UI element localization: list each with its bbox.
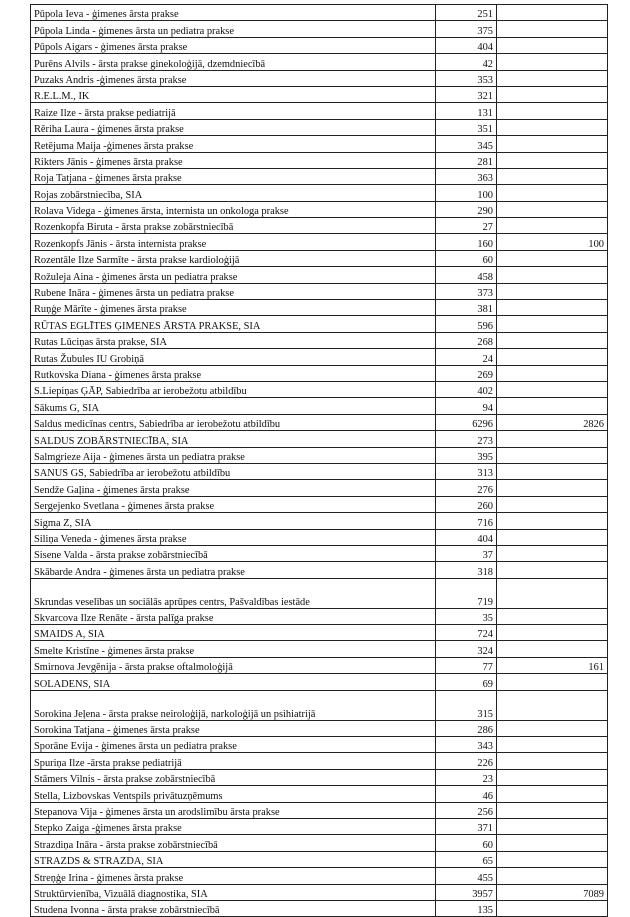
row-value-cell: 35 bbox=[436, 608, 497, 624]
table-row bbox=[31, 414, 608, 430]
row-extra-value-cell bbox=[497, 818, 608, 834]
row-name-cell: Smirnova Jevgēnija - ārsta prakse oftalmoloģijā bbox=[31, 657, 436, 673]
row-extra-value-cell bbox=[497, 463, 608, 479]
table-row bbox=[31, 737, 608, 753]
table-row bbox=[31, 185, 608, 201]
table-row bbox=[31, 152, 608, 168]
row-value-cell: 135 bbox=[436, 900, 497, 916]
table-row bbox=[31, 431, 608, 447]
table-row bbox=[31, 690, 608, 720]
table-row bbox=[31, 267, 608, 283]
row-name-cell: Retējuma Maija -ģimenes ārsta prakse bbox=[31, 136, 436, 152]
row-extra-value-cell bbox=[497, 835, 608, 851]
row-extra-value-cell bbox=[497, 737, 608, 753]
row-name-cell: Streņģe Irina - ģimenes ārsta prakse bbox=[31, 868, 436, 884]
row-name-cell: Rozentāle Ilze Sarmīte - ārsta prakse kardioloģijā bbox=[31, 250, 436, 266]
row-name-cell: Raize Ilze - ārsta prakse pediatrijā bbox=[31, 103, 436, 119]
row-extra-value-cell bbox=[497, 54, 608, 70]
table-row bbox=[31, 70, 608, 86]
row-extra-value-cell: 100 bbox=[497, 234, 608, 250]
row-extra-value-cell bbox=[497, 136, 608, 152]
row-value-cell: 160 bbox=[436, 234, 497, 250]
row-name-cell: SANUS GS, Sabiedrība ar ierobežotu atbildību bbox=[31, 463, 436, 479]
row-name-cell: Stella, Lizbovskas Ventspils privātuzņēmums bbox=[31, 786, 436, 802]
table-row bbox=[31, 608, 608, 624]
table-row bbox=[31, 529, 608, 545]
row-value-cell: 65 bbox=[436, 851, 497, 867]
row-extra-value-cell bbox=[497, 70, 608, 86]
row-value-cell: 256 bbox=[436, 802, 497, 818]
row-extra-value-cell bbox=[497, 496, 608, 512]
table-row bbox=[31, 365, 608, 381]
table-row bbox=[31, 835, 608, 851]
row-value-cell: 260 bbox=[436, 496, 497, 512]
table-row bbox=[31, 447, 608, 463]
row-name-cell: Sorokina Jeļena - ārsta prakse neiroloģijā, narkoloģijā un psihiatrijā bbox=[31, 690, 436, 720]
row-value-cell: 373 bbox=[436, 283, 497, 299]
row-extra-value-cell bbox=[497, 152, 608, 168]
row-extra-value-cell bbox=[497, 21, 608, 37]
row-value-cell: 455 bbox=[436, 868, 497, 884]
row-name-cell: Rolava Videga - ģimenes ārsta, internista un onkologa prakse bbox=[31, 201, 436, 217]
row-extra-value-cell bbox=[497, 250, 608, 266]
row-value-cell: 60 bbox=[436, 835, 497, 851]
row-name-cell: Pūpols Aigars - ģimenes ārsta prakse bbox=[31, 37, 436, 53]
row-value-cell: 131 bbox=[436, 103, 497, 119]
row-name-cell: Sigma Z, SIA bbox=[31, 513, 436, 529]
table-row bbox=[31, 641, 608, 657]
row-extra-value-cell bbox=[497, 447, 608, 463]
row-extra-value-cell: 7089 bbox=[497, 884, 608, 900]
row-name-cell: Skrundas veselības un sociālās aprūpes centrs, Pašvaldības iestāde bbox=[31, 578, 436, 608]
row-extra-value-cell bbox=[497, 267, 608, 283]
row-name-cell: Skābarde Andra - ģimenes ārsta un pediatra prakse bbox=[31, 562, 436, 578]
row-value-cell: 273 bbox=[436, 431, 497, 447]
table-row bbox=[31, 168, 608, 184]
row-value-cell: 375 bbox=[436, 21, 497, 37]
table-row bbox=[31, 5, 608, 21]
row-extra-value-cell bbox=[497, 365, 608, 381]
table-row bbox=[31, 545, 608, 561]
row-value-cell: 268 bbox=[436, 332, 497, 348]
table-row bbox=[31, 578, 608, 608]
table-row bbox=[31, 103, 608, 119]
row-value-cell: 324 bbox=[436, 641, 497, 657]
table-row bbox=[31, 884, 608, 900]
row-name-cell: Stāmers Vilnis - ārsta prakse zobārstniecībā bbox=[31, 769, 436, 785]
row-name-cell: Siliņa Veneda - ģimenes ārsta prakse bbox=[31, 529, 436, 545]
row-value-cell: 402 bbox=[436, 381, 497, 397]
data-table bbox=[30, 4, 608, 917]
row-value-cell: 345 bbox=[436, 136, 497, 152]
row-name-cell: Pūpola Linda - ģimenes ārsta un pediatra prakse bbox=[31, 21, 436, 37]
row-value-cell: 343 bbox=[436, 737, 497, 753]
row-name-cell: Studena Ivonna - ārsta prakse zobārstniecībā bbox=[31, 900, 436, 916]
row-value-cell: 724 bbox=[436, 625, 497, 641]
row-name-cell: Purēns Alvils - ārsta prakse ginekoloģijā, dzemdniecībā bbox=[31, 54, 436, 70]
row-extra-value-cell bbox=[497, 769, 608, 785]
table-row bbox=[31, 283, 608, 299]
table-row bbox=[31, 332, 608, 348]
table-row bbox=[31, 786, 608, 802]
table-row bbox=[31, 802, 608, 818]
row-value-cell: 3957 bbox=[436, 884, 497, 900]
row-value-cell: 46 bbox=[436, 786, 497, 802]
table-row bbox=[31, 513, 608, 529]
row-name-cell: Spuriņa Ilze -ārsta prakse pediatrijā bbox=[31, 753, 436, 769]
row-value-cell: 458 bbox=[436, 267, 497, 283]
row-value-cell: 596 bbox=[436, 316, 497, 332]
table-row bbox=[31, 625, 608, 641]
row-value-cell: 286 bbox=[436, 720, 497, 736]
row-value-cell: 269 bbox=[436, 365, 497, 381]
table-row bbox=[31, 769, 608, 785]
row-value-cell: 226 bbox=[436, 753, 497, 769]
row-value-cell: 281 bbox=[436, 152, 497, 168]
table-row bbox=[31, 86, 608, 102]
row-extra-value-cell bbox=[497, 5, 608, 21]
row-name-cell: Sporāne Evija - ģimenes ārsta un pediatra prakse bbox=[31, 737, 436, 753]
row-name-cell: SOLADENS, SIA bbox=[31, 674, 436, 690]
row-value-cell: 381 bbox=[436, 300, 497, 316]
row-value-cell: 719 bbox=[436, 578, 497, 608]
row-name-cell: Smelte Kristīne - ģimenes ārsta prakse bbox=[31, 641, 436, 657]
table-row bbox=[31, 218, 608, 234]
row-name-cell: Rojas zobārstniecība, SIA bbox=[31, 185, 436, 201]
row-extra-value-cell bbox=[497, 529, 608, 545]
row-name-cell: Sākums G, SIA bbox=[31, 398, 436, 414]
row-extra-value-cell bbox=[497, 578, 608, 608]
row-extra-value-cell bbox=[497, 332, 608, 348]
row-name-cell: Struktūrvienība, Vizuālā diagnostika, SIA bbox=[31, 884, 436, 900]
table-row bbox=[31, 21, 608, 37]
row-value-cell: 24 bbox=[436, 349, 497, 365]
row-value-cell: 251 bbox=[436, 5, 497, 21]
row-name-cell: S.Liepiņas ĢĀP, Sabiedrība ar ierobežotu atbildību bbox=[31, 381, 436, 397]
row-extra-value-cell bbox=[497, 720, 608, 736]
row-value-cell: 290 bbox=[436, 201, 497, 217]
row-extra-value-cell bbox=[497, 625, 608, 641]
row-value-cell: 69 bbox=[436, 674, 497, 690]
table-row bbox=[31, 753, 608, 769]
row-extra-value-cell bbox=[497, 851, 608, 867]
row-name-cell: Sisene Valda - ārsta prakse zobārstniecībā bbox=[31, 545, 436, 561]
table-row bbox=[31, 54, 608, 70]
row-extra-value-cell bbox=[497, 513, 608, 529]
row-name-cell: RŪTAS EGLĪTES ĢIMENES ĀRSTA PRAKSE, SIA bbox=[31, 316, 436, 332]
row-name-cell: Stepanova Vija - ģimenes ārsta un arodslimību ārsta prakse bbox=[31, 802, 436, 818]
row-name-cell: Rikters Jānis - ģimenes ārsta prakse bbox=[31, 152, 436, 168]
row-extra-value-cell bbox=[497, 802, 608, 818]
row-name-cell: Rozenkopfs Jānis - ārsta internista prakse bbox=[31, 234, 436, 250]
row-name-cell: Stepko Zaiga -ģimenes ārsta prakse bbox=[31, 818, 436, 834]
table-row bbox=[31, 300, 608, 316]
row-extra-value-cell bbox=[497, 316, 608, 332]
row-name-cell: Rozenkopfa Biruta - ārsta prakse zobārstniecībā bbox=[31, 218, 436, 234]
row-extra-value-cell bbox=[497, 168, 608, 184]
row-extra-value-cell bbox=[497, 608, 608, 624]
row-value-cell: 353 bbox=[436, 70, 497, 86]
row-value-cell: 276 bbox=[436, 480, 497, 496]
row-value-cell: 27 bbox=[436, 218, 497, 234]
row-name-cell: Ruņģe Mārīte - ģimenes ārsta prakse bbox=[31, 300, 436, 316]
table-row bbox=[31, 349, 608, 365]
row-value-cell: 315 bbox=[436, 690, 497, 720]
table-row bbox=[31, 496, 608, 512]
row-extra-value-cell bbox=[497, 674, 608, 690]
row-extra-value-cell bbox=[497, 103, 608, 119]
row-extra-value-cell bbox=[497, 86, 608, 102]
row-value-cell: 60 bbox=[436, 250, 497, 266]
row-extra-value-cell bbox=[497, 900, 608, 916]
row-value-cell: 23 bbox=[436, 769, 497, 785]
row-value-cell: 371 bbox=[436, 818, 497, 834]
row-name-cell: R.E.L.M., IK bbox=[31, 86, 436, 102]
row-extra-value-cell bbox=[497, 480, 608, 496]
row-extra-value-cell bbox=[497, 641, 608, 657]
row-name-cell: Pūpola Ieva - ģimenes ārsta prakse bbox=[31, 5, 436, 21]
row-value-cell: 363 bbox=[436, 168, 497, 184]
row-name-cell: Rutas Žubules IU Grobiņā bbox=[31, 349, 436, 365]
row-value-cell: 351 bbox=[436, 119, 497, 135]
row-name-cell: SALDUS ZOBĀRSTNIECĪBA, SIA bbox=[31, 431, 436, 447]
table-row bbox=[31, 398, 608, 414]
table-row bbox=[31, 37, 608, 53]
row-extra-value-cell bbox=[497, 283, 608, 299]
table-row bbox=[31, 674, 608, 690]
row-name-cell: Rožuleja Aina - ģimenes ārsta un pediatra prakse bbox=[31, 267, 436, 283]
table-row bbox=[31, 562, 608, 578]
row-extra-value-cell: 2826 bbox=[497, 414, 608, 430]
table-row bbox=[31, 136, 608, 152]
table-row bbox=[31, 657, 608, 673]
row-extra-value-cell bbox=[497, 349, 608, 365]
row-value-cell: 42 bbox=[436, 54, 497, 70]
row-name-cell: Sergejenko Svetlana - ģimenes ārsta prakse bbox=[31, 496, 436, 512]
row-name-cell: Skvarcova Ilze Renāte - ārsta palīga prakse bbox=[31, 608, 436, 624]
row-extra-value-cell bbox=[497, 690, 608, 720]
row-name-cell: Roja Tatjana - ģimenes ārsta prakse bbox=[31, 168, 436, 184]
table-row bbox=[31, 480, 608, 496]
row-extra-value-cell bbox=[497, 119, 608, 135]
row-value-cell: 6296 bbox=[436, 414, 497, 430]
row-extra-value-cell bbox=[497, 185, 608, 201]
row-value-cell: 404 bbox=[436, 37, 497, 53]
row-value-cell: 318 bbox=[436, 562, 497, 578]
row-extra-value-cell bbox=[497, 218, 608, 234]
row-value-cell: 395 bbox=[436, 447, 497, 463]
table-row bbox=[31, 463, 608, 479]
table-row bbox=[31, 201, 608, 217]
row-value-cell: 37 bbox=[436, 545, 497, 561]
row-value-cell: 716 bbox=[436, 513, 497, 529]
row-extra-value-cell bbox=[497, 300, 608, 316]
row-extra-value-cell bbox=[497, 868, 608, 884]
row-extra-value-cell bbox=[497, 431, 608, 447]
table-row bbox=[31, 119, 608, 135]
row-name-cell: Rēriha Laura - ģimenes ārsta prakse bbox=[31, 119, 436, 135]
row-name-cell: SMAIDS A, SIA bbox=[31, 625, 436, 641]
row-value-cell: 77 bbox=[436, 657, 497, 673]
row-name-cell: Rubene Ināra - ģimenes ārsta un pediatra prakse bbox=[31, 283, 436, 299]
table-row bbox=[31, 868, 608, 884]
row-value-cell: 404 bbox=[436, 529, 497, 545]
table-row bbox=[31, 250, 608, 266]
row-extra-value-cell bbox=[497, 201, 608, 217]
row-extra-value-cell bbox=[497, 786, 608, 802]
row-value-cell: 100 bbox=[436, 185, 497, 201]
table-row bbox=[31, 381, 608, 397]
row-extra-value-cell bbox=[497, 37, 608, 53]
row-extra-value-cell: 161 bbox=[497, 657, 608, 673]
row-name-cell: Sorokina Tatjana - ģimenes ārsta prakse bbox=[31, 720, 436, 736]
row-name-cell: Rutas Lūciņas ārsta prakse, SIA bbox=[31, 332, 436, 348]
row-name-cell: Rutkovska Diana - ģimenes ārsta prakse bbox=[31, 365, 436, 381]
table-row bbox=[31, 851, 608, 867]
table-body bbox=[31, 5, 608, 917]
table-row bbox=[31, 818, 608, 834]
table-row bbox=[31, 720, 608, 736]
row-extra-value-cell bbox=[497, 753, 608, 769]
row-name-cell: Strazdiņa Ināra - ārsta prakse zobārstniecībā bbox=[31, 835, 436, 851]
row-name-cell: Sendže Gaļina - ģimenes ārsta prakse bbox=[31, 480, 436, 496]
row-name-cell: Puzaks Andris -ģimenes ārsta prakse bbox=[31, 70, 436, 86]
table-row bbox=[31, 234, 608, 250]
row-name-cell: STRAZDS & STRAZDA, SIA bbox=[31, 851, 436, 867]
row-name-cell: Salmgrieze Aija - ģimenes ārsta un pediatra prakse bbox=[31, 447, 436, 463]
row-value-cell: 321 bbox=[436, 86, 497, 102]
row-value-cell: 313 bbox=[436, 463, 497, 479]
row-extra-value-cell bbox=[497, 562, 608, 578]
row-extra-value-cell bbox=[497, 381, 608, 397]
row-extra-value-cell bbox=[497, 398, 608, 414]
row-name-cell: Saldus medicīnas centrs, Sabiedrība ar ierobežotu atbildību bbox=[31, 414, 436, 430]
row-extra-value-cell bbox=[497, 545, 608, 561]
row-value-cell: 94 bbox=[436, 398, 497, 414]
table-row bbox=[31, 316, 608, 332]
table-row bbox=[31, 900, 608, 916]
